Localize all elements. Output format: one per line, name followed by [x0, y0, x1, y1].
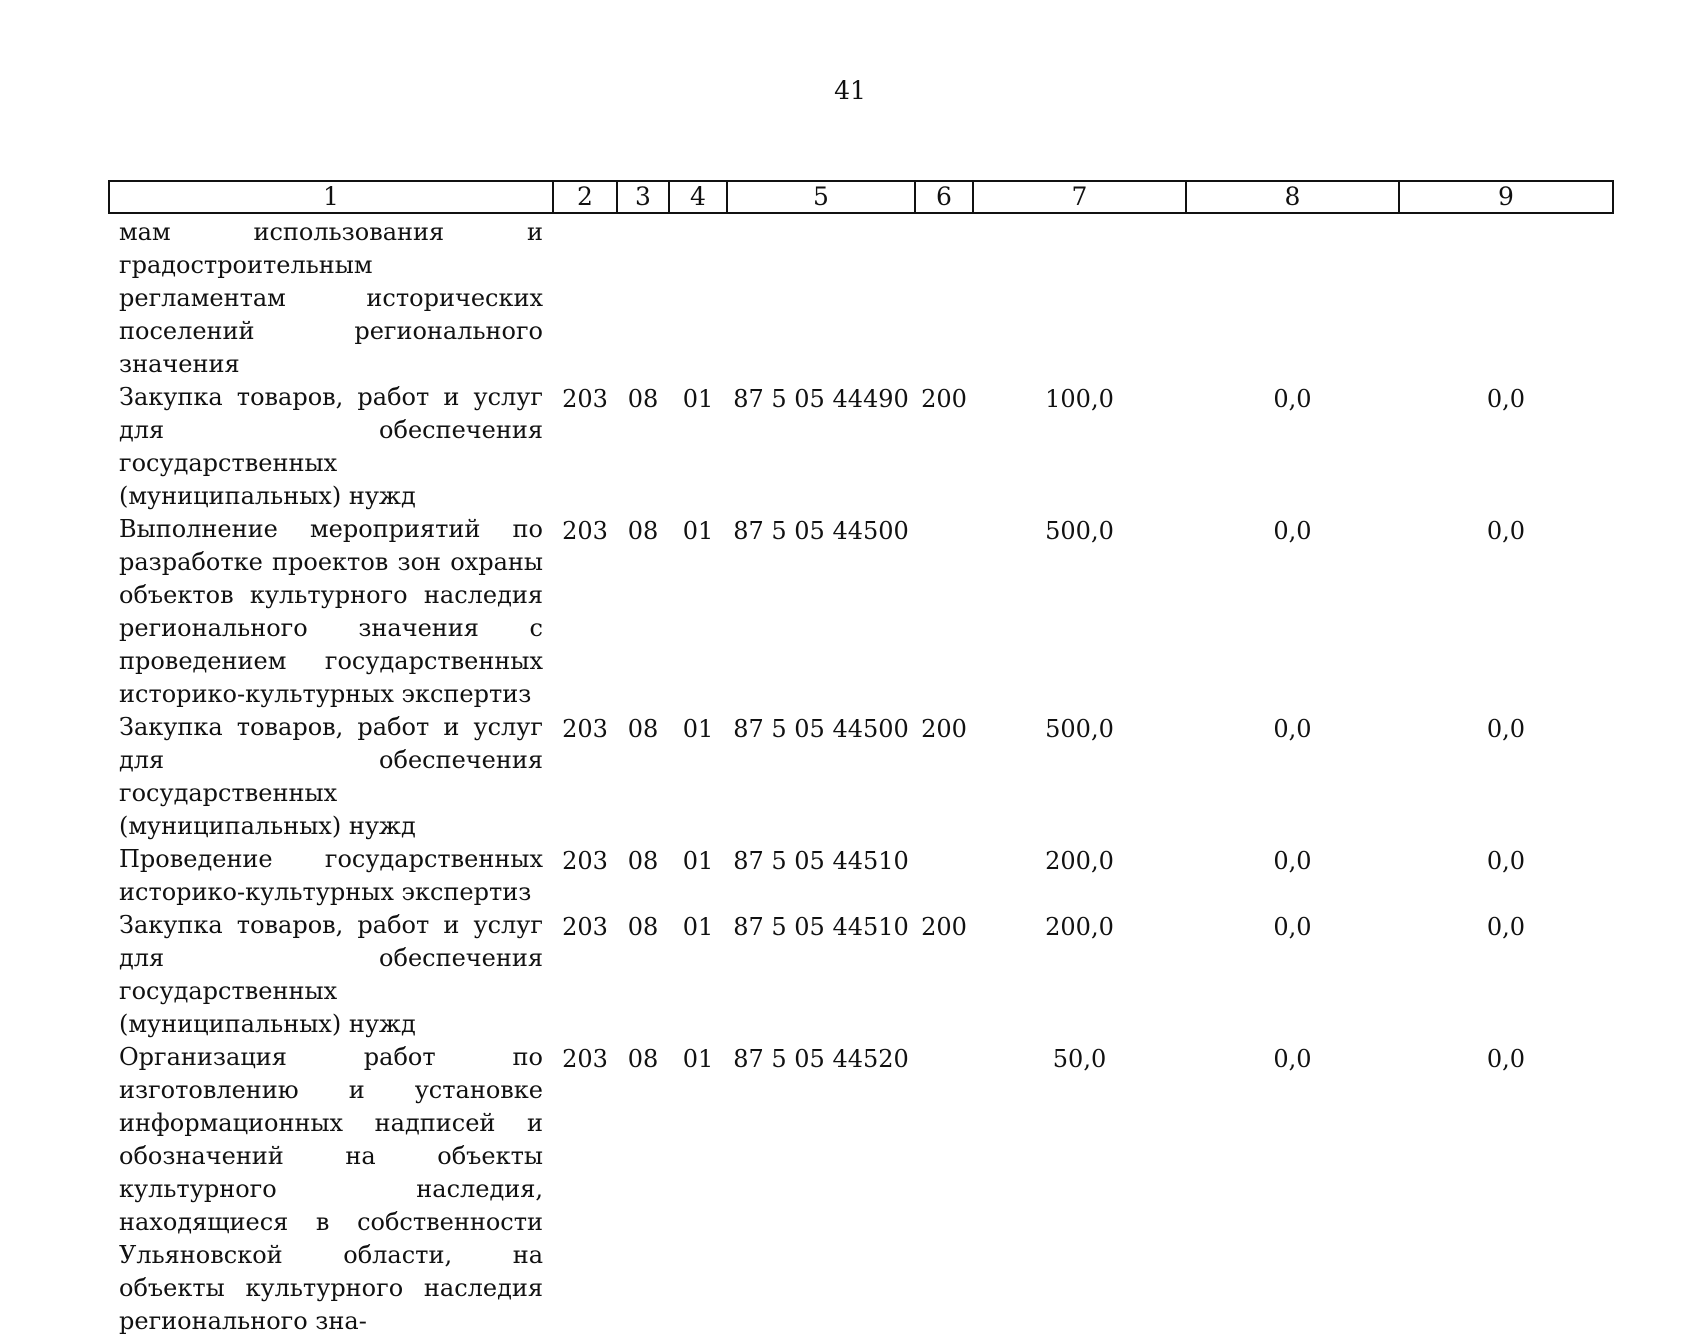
row-cell-c8: 0,0: [1273, 847, 1312, 875]
row-cell-c3: 08: [627, 715, 659, 743]
row-cell-c9: 0,0: [1486, 913, 1526, 941]
row-cell-c5: 87 5 05 44500: [733, 517, 909, 545]
row-cell-c5: 87 5 05 44510: [733, 847, 909, 875]
row-cell-c6: [915, 1041, 973, 1338]
row-cell-c8: 0,0: [1273, 517, 1312, 545]
header-col-2: 2: [553, 181, 617, 213]
header-col-1: 1: [109, 181, 553, 213]
row-cell-c2: 203: [562, 1045, 608, 1073]
row-cell-c5: 87 5 05 44490: [733, 385, 909, 413]
row-cell-c8: 0,0: [1273, 913, 1312, 941]
row-cell-c9: [1399, 213, 1613, 381]
table-header: [109, 181, 1613, 213]
row-description: Выполнение мероприятий по разработке проектов зон охраны объектов культурного наследия регионального значения с проведением государственных историко-культурных экспертиз: [119, 515, 543, 708]
row-cell-c4: 01: [682, 847, 714, 875]
row-cell-c5: 87 5 05 44510: [733, 913, 909, 941]
row-cell-c7: 50,0: [1052, 1045, 1107, 1073]
row-cell-c4: [669, 213, 727, 381]
table-row: [109, 513, 1613, 711]
table-body: [109, 213, 1613, 1338]
row-cell-c8: 0,0: [1273, 1045, 1312, 1073]
header-col-4: 4: [669, 181, 727, 213]
row-cell-c7: [973, 213, 1186, 381]
row-cell-c2: 203: [562, 517, 608, 545]
row-cell-c2: 203: [562, 913, 608, 941]
row-cell-c9: 0,0: [1486, 1045, 1526, 1073]
row-cell-c3: 08: [627, 385, 659, 413]
row-cell-c7: 500,0: [1045, 715, 1114, 743]
row-cell-c6: 200: [921, 385, 967, 413]
row-description: Проведение государственных историко-культурных экспертиз: [119, 845, 543, 906]
row-cell-c9: 0,0: [1486, 847, 1526, 875]
row-cell-c6: [915, 843, 973, 909]
row-cell-c5: 87 5 05 44500: [733, 715, 909, 743]
header-col-3: 3: [617, 181, 669, 213]
row-cell-c5: 87 5 05 44520: [733, 1045, 909, 1073]
row-cell-c8: [1186, 213, 1399, 381]
row-cell-c9: 0,0: [1486, 517, 1526, 545]
row-description: мам использования и градостроительным регламентам исторических поселений регионального значения: [119, 218, 543, 378]
row-cell-c8: 0,0: [1273, 715, 1312, 743]
row-description: Закупка товаров, работ и услуг для обеспечения государственных (муниципальных) нужд: [119, 383, 543, 510]
row-cell-c6: 200: [921, 913, 967, 941]
table-row: [109, 213, 1613, 381]
row-cell-c4: 01: [682, 385, 714, 413]
row-cell-c4: 01: [682, 517, 714, 545]
header-col-8: 8: [1186, 181, 1399, 213]
row-cell-c4: 01: [682, 913, 714, 941]
row-cell-c3: 08: [627, 847, 659, 875]
table-row: [109, 711, 1613, 843]
row-cell-c8: 0,0: [1273, 385, 1312, 413]
table-row: [109, 381, 1613, 513]
row-cell-c2: 203: [562, 715, 608, 743]
row-cell-c3: [617, 213, 669, 381]
row-cell-c7: 200,0: [1045, 847, 1114, 875]
table-row: [109, 1041, 1613, 1338]
row-cell-c3: 08: [627, 517, 659, 545]
budget-table: [108, 180, 1614, 1338]
header-col-9: 9: [1399, 181, 1613, 213]
row-cell-c2: 203: [562, 847, 608, 875]
row-cell-c4: 01: [682, 715, 714, 743]
row-cell-c4: 01: [682, 1045, 714, 1073]
row-cell-c2: [553, 213, 617, 381]
row-description: Закупка товаров, работ и услуг для обеспечения государственных (муниципальных) нужд: [119, 713, 543, 840]
row-cell-c5: [727, 213, 915, 381]
row-cell-c7: 100,0: [1045, 385, 1114, 413]
row-description: Закупка товаров, работ и услуг для обеспечения государственных (муниципальных) нужд: [119, 911, 543, 1038]
table-row: [109, 843, 1613, 909]
row-cell-c3: 08: [627, 1045, 659, 1073]
row-cell-c9: 0,0: [1486, 385, 1526, 413]
header-col-6: 6: [915, 181, 973, 213]
row-cell-c6: 200: [921, 715, 967, 743]
row-cell-c7: 500,0: [1045, 517, 1114, 545]
row-cell-c7: 200,0: [1045, 913, 1114, 941]
header-row: [109, 181, 1613, 213]
header-col-7: 7: [973, 181, 1186, 213]
table-row: [109, 909, 1613, 1041]
row-cell-c3: 08: [627, 913, 659, 941]
row-cell-c6: [915, 213, 973, 381]
row-cell-c2: 203: [562, 385, 608, 413]
header-col-5: 5: [727, 181, 915, 213]
page-number: 41: [834, 76, 866, 105]
row-cell-c6: [915, 513, 973, 711]
row-description: Организация работ по изготовлению и установке информационных надписей и обозначений на объекты культурного наследия, находящиеся в собственности Ульяновской области, на объекты культурного наследия регионального зна-: [119, 1043, 543, 1335]
row-cell-c9: 0,0: [1486, 715, 1526, 743]
